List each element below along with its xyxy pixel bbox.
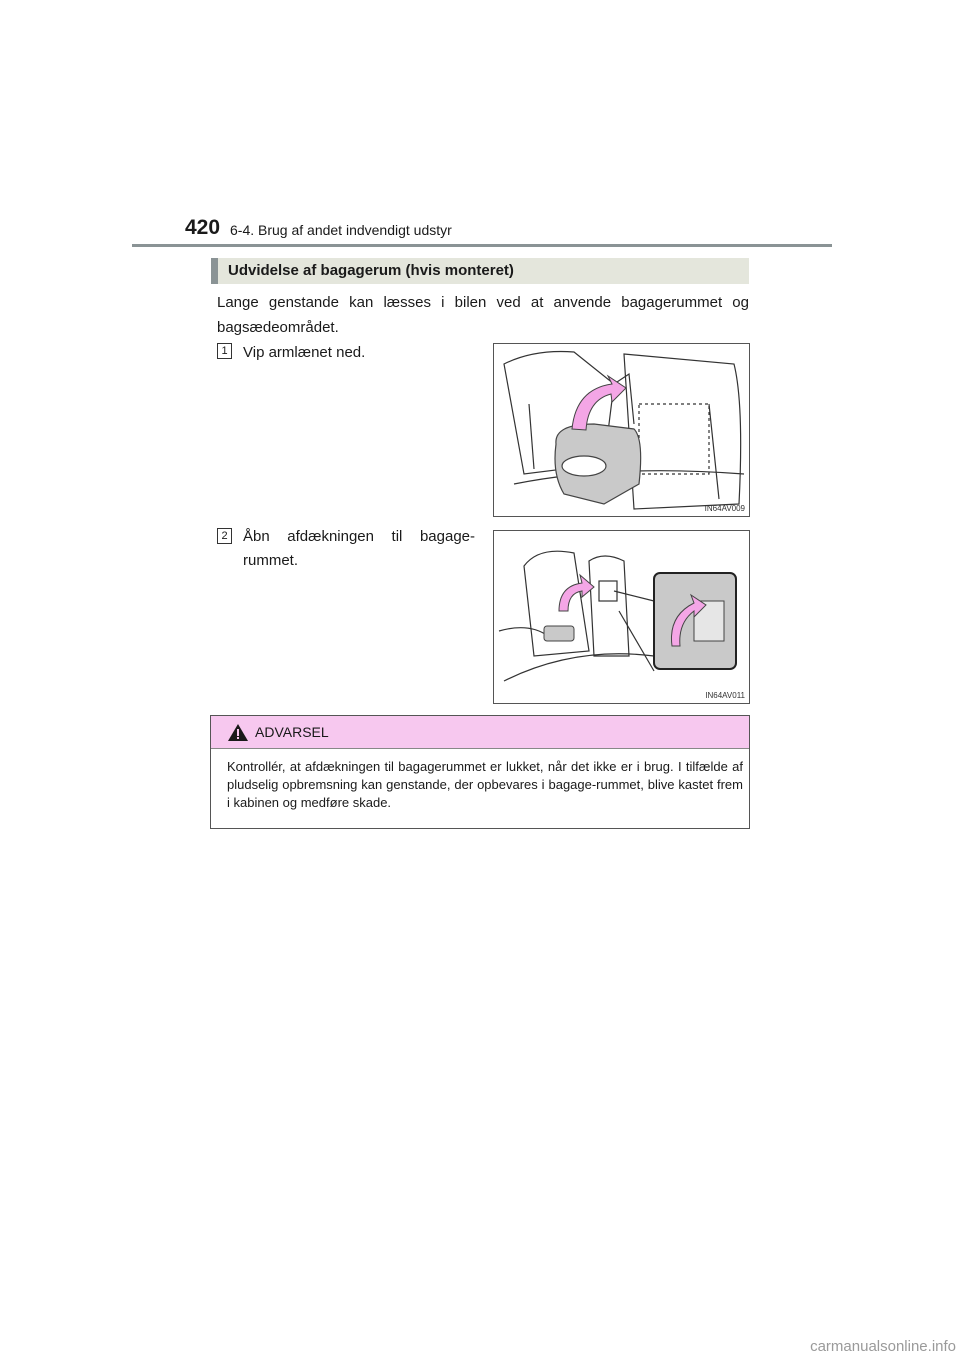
header-rule xyxy=(132,244,832,247)
step-text-2: Åbn afdækningen til bagage-rummet. xyxy=(243,528,475,569)
step-number-1: 1 xyxy=(217,343,232,359)
warning-body: Kontrollér, at afdækningen til bagagerummet er lukket, når det ikke er i brug. I tilfælde af pludselig opbremsning kan genstande, der opbevares i bagage-rummet, blive kastet frem i kabinen og medføre skade. xyxy=(227,759,743,810)
figure-code-1: IN64AV009 xyxy=(704,504,745,513)
step-number-2: 2 xyxy=(217,528,232,544)
warning-triangle-icon xyxy=(227,723,249,747)
figure-code-2: IN64AV011 xyxy=(705,691,745,700)
figure-fold-armrest xyxy=(493,343,750,517)
intro-paragraph: Lange genstande kan læsses i bilen ved at anvende bagagerummet og bagsædeområdet. xyxy=(217,294,749,336)
page-number: 420 xyxy=(185,216,221,239)
section-title: Udvidelse af bagagerum (hvis monteret) xyxy=(211,258,749,284)
step-text-1: Vip armlænet ned. xyxy=(243,344,366,361)
watermark: carmanualsonline.info xyxy=(810,1338,956,1355)
figure-open-cover xyxy=(493,530,750,704)
warning-box xyxy=(210,715,750,829)
warning-label: ADVARSEL xyxy=(255,724,329,740)
chapter-title: 6-4. Brug af andet indvendigt udstyr xyxy=(230,222,452,238)
warning-header xyxy=(211,716,749,749)
